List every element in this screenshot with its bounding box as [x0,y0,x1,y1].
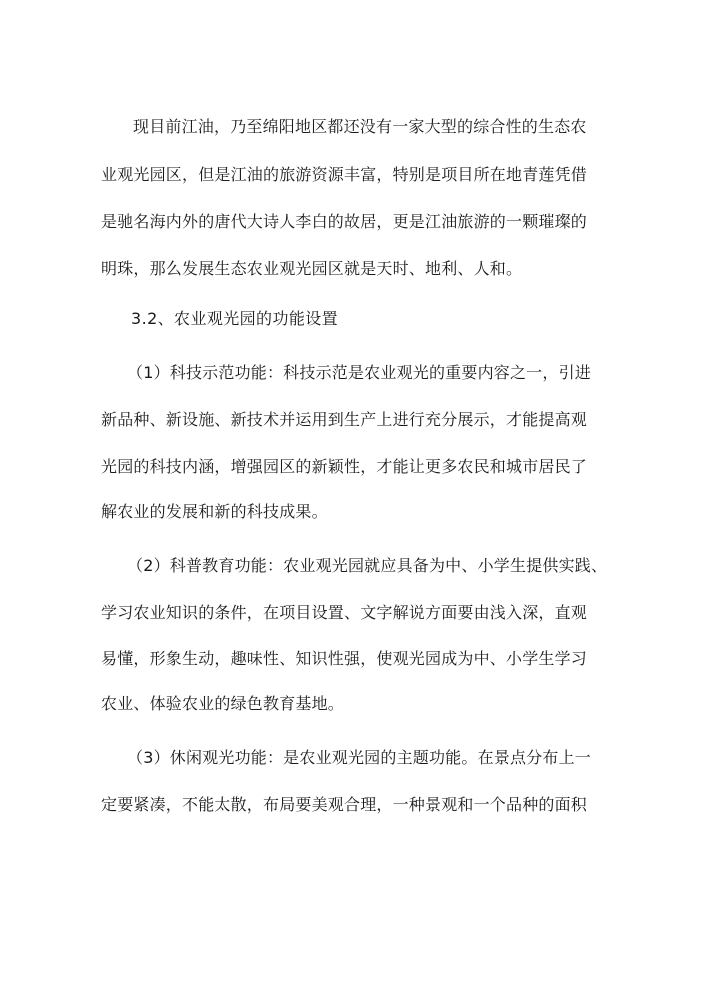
paragraph-line: 学习农业知识的条件，在项目设置、文字解说方面要由浅入深，直观 [101,603,588,622]
paragraph-line: 解农业的发展和新的科技成果。 [101,502,328,521]
paragraph-line: 易懂，形象生动，趣味性、知识性强，使观光园成为中、小学生学习 [101,649,588,668]
paragraph-line: 定要紧凑，不能太散，布局要美观合理，一种景观和一个品种的面积 [101,795,588,814]
paragraph-line: 明珠，那么发展生态农业观光园区就是天时、地利、人和。 [101,259,523,278]
paragraph-line: 是驰名海内外的唐代大诗人李白的故居，更是江油旅游的一颗璀璨的 [101,212,588,231]
paragraph-line: 业观光园区，但是江油的旅游资源丰富，特别是项目所在地青莲凭借 [101,165,588,184]
paragraph-line: 新品种、新设施、新技术并运用到生产上进行充分展示，才能提高观 [101,410,588,429]
paragraph-line: 现目前江油，乃至绵阳地区都还没有一家大型的综合性的生态农 [133,117,587,136]
paragraph-line: 农业、体验农业的绿色教育基地。 [101,694,345,713]
section-heading: 3.2、农业观光园的功能设置 [131,309,339,328]
paragraph-line: （2）科普教育功能：农业观光园就应具备为中、小学生提供实践、 [127,556,608,575]
paragraph-line: （3）休闲观光功能：是农业观光园的主题功能。在景点分布上一 [127,748,591,767]
paragraph-line: （1）科技示范功能：科技示范是农业观光的重要内容之一，引进 [127,363,591,382]
paragraph-line: 光园的科技内涵，增强园区的新颖性，才能让更多农民和城市居民了 [101,457,588,476]
